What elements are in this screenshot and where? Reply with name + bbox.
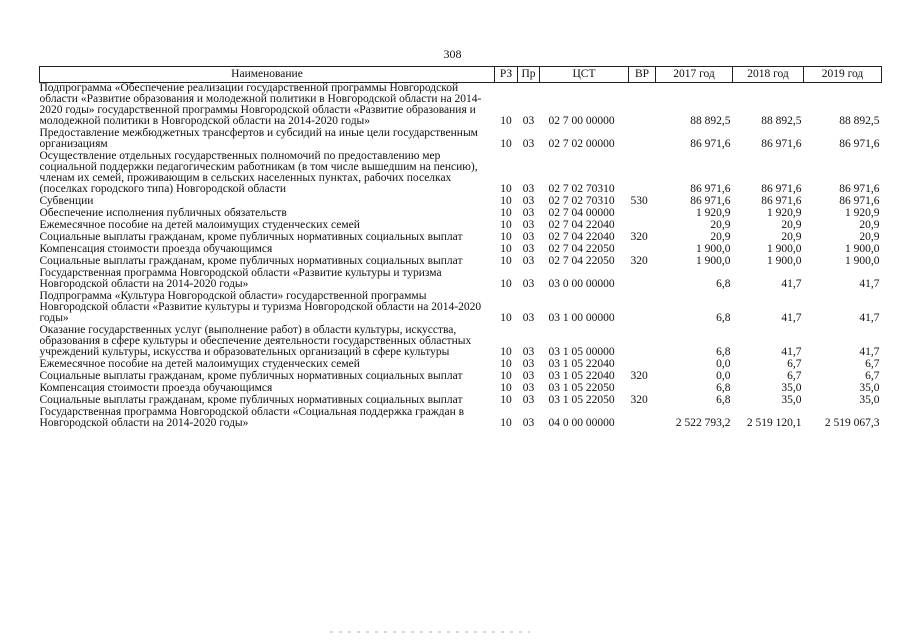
cell-vr: [629, 407, 656, 430]
cell-name: Обеспечение исполнения публичных обязательств: [39, 207, 287, 219]
cell-y2018: 35,0: [781, 382, 802, 394]
cell-y2018: 20,9: [781, 219, 802, 231]
cell-y2017: 20,9: [710, 219, 731, 231]
cell-y2019: 20,9: [859, 219, 880, 231]
cell-vr: [629, 268, 656, 291]
cell-y2017: 86 971,6: [690, 183, 731, 195]
cell-pr: 03: [522, 219, 535, 231]
cell-pr: 03: [522, 312, 535, 324]
cell-y2019: 2 519 067,3: [824, 417, 880, 429]
cell-y2019: 35,0: [859, 382, 880, 394]
cell-vr: [629, 291, 656, 325]
cell-vr: [629, 208, 656, 220]
cell-rz: 10: [500, 417, 512, 429]
cell-y2019: 86 971,6: [839, 195, 880, 207]
table-row: [40, 407, 882, 430]
cell-pr: 03: [522, 394, 535, 406]
cell-y2017: 0,0: [716, 370, 731, 382]
cell-rz: 10: [500, 255, 512, 267]
cell-rz: 10: [500, 231, 512, 243]
cell-vr: 320: [630, 394, 648, 406]
cell-y2018: 41,7: [781, 278, 802, 290]
cell-y2017: 6,8: [716, 278, 731, 290]
cell-y2018: 20,9: [781, 231, 802, 243]
cell-name: Субвенции: [39, 195, 94, 207]
cell-y2018: 1 900,0: [767, 255, 802, 267]
header-vr: ВР: [629, 67, 656, 83]
cell-y2017: 6,8: [716, 346, 731, 358]
cell-vr: [629, 128, 656, 151]
cell-y2019: 1 900,0: [845, 255, 880, 267]
header-pr: Пр: [518, 67, 540, 83]
cell-rz: 10: [500, 138, 512, 150]
cell-y2018: 86 971,6: [761, 195, 802, 207]
cell-pr: 03: [522, 138, 535, 150]
header-2019: 2019 год: [804, 67, 882, 83]
cell-vr: 530: [630, 195, 648, 207]
cell-y2017: 86 971,6: [690, 195, 731, 207]
cell-cst: 02 7 02 00000: [548, 138, 615, 150]
cell-name: Компенсация стоимости проезда обучающимся: [39, 243, 273, 255]
cell-y2017: 6,8: [716, 312, 731, 324]
cell-y2017: 6,8: [716, 394, 731, 406]
cell-name: Осуществление отдельных государственных полномочий по предоставлению мер социальной поддержки педагогическим работникам (в том числе вышедшим на пенсию), членам их семей, проживающим в сельских населенных пунктах, рабочих поселках (поселках городского типа) Новгородской области: [39, 150, 478, 195]
cell-vr: 320: [630, 255, 648, 267]
cell-y2017: 2 522 793,2: [675, 417, 731, 429]
cell-name: Подпрограмма «Обеспечение реализации государственной программы Новгородской области «Развитие образования и молодежной политики в Новгородской области на 2014-2020 годы» государственной программы Новгородской области «Развитие образования и молодежной политики в Новгородской области на 2014-2020 годы»: [39, 82, 482, 127]
cell-cst: 02 7 00 00000: [548, 115, 615, 127]
cell-y2019: 88 892,5: [839, 115, 880, 127]
cell-cst: 02 7 04 00000: [548, 207, 615, 219]
cell-pr: 03: [522, 278, 535, 290]
cell-name: Социальные выплаты гражданам, кроме публичных нормативных социальных выплат: [39, 370, 463, 382]
cell-y2019: 35,0: [859, 394, 880, 406]
page-number: 308: [443, 47, 462, 61]
cell-y2018: 2 519 120,1: [746, 417, 802, 429]
cell-cst: 03 1 05 22050: [548, 394, 615, 406]
header-2017: 2017 год: [656, 67, 733, 83]
cell-rz: 10: [500, 195, 512, 207]
cell-y2018: 35,0: [781, 394, 802, 406]
cell-rz: 10: [500, 278, 512, 290]
cell-y2017: 0,0: [716, 358, 731, 370]
table-row: [40, 151, 882, 196]
cell-cst: 02 7 04 22050: [548, 255, 615, 267]
cell-y2019: 1 920,9: [845, 207, 880, 219]
cell-y2019: 86 971,6: [839, 138, 880, 150]
cell-y2019: 6,7: [865, 358, 880, 370]
cell-name: Компенсация стоимости проезда обучающимся: [39, 382, 273, 394]
cell-y2019: 86 971,6: [839, 183, 880, 195]
cell-name: Оказание государственных услуг (выполнение работ) в области культуры, искусства, образования в сфере культуры и обеспечение деятельности государственных областных учреждений культуры, искусства и образовательных организаций в сфере культуры: [39, 324, 472, 358]
cell-name: Социальные выплаты гражданам, кроме публичных нормативных социальных выплат: [39, 231, 463, 243]
header-cst: ЦСТ: [540, 67, 629, 83]
cell-cst: 03 1 05 00000: [548, 346, 615, 358]
cell-pr: 03: [522, 417, 535, 429]
cell-rz: 10: [500, 394, 512, 406]
cell-vr: [629, 325, 656, 359]
cell-y2017: 20,9: [710, 231, 731, 243]
header-rz: РЗ: [495, 67, 518, 83]
cell-vr: [629, 151, 656, 196]
cell-y2018: 41,7: [781, 312, 802, 324]
cell-y2019: 20,9: [859, 231, 880, 243]
table-body: [40, 83, 882, 431]
header-2018: 2018 год: [733, 67, 804, 83]
cell-y2018: 1 900,0: [767, 243, 802, 255]
cell-pr: 03: [522, 255, 535, 267]
cell-rz: 10: [500, 183, 512, 195]
cell-rz: 10: [500, 243, 512, 255]
table-row: [40, 268, 882, 291]
cell-pr: 03: [522, 195, 535, 207]
cell-rz: 10: [500, 115, 512, 127]
cell-name: Государственная программа Новгородской области «Социальная поддержка граждан в Новгородской области на 2014-2020 годы»: [39, 406, 465, 429]
cell-y2019: 41,7: [859, 312, 880, 324]
cell-rz: 10: [500, 358, 512, 370]
cell-name: Подпрограмма «Культура Новгородской области» государственной программы Новгородской области «Развитие культуры и туризма Новгородской области на 2014-2020 годы»: [39, 290, 482, 324]
cell-y2019: 41,7: [859, 278, 880, 290]
cell-y2017: 6,8: [716, 382, 731, 394]
table-row: [40, 83, 882, 129]
cell-pr: 03: [522, 243, 535, 255]
cell-y2018: 86 971,6: [761, 138, 802, 150]
cell-cst: 02 7 04 22040: [548, 231, 615, 243]
cell-y2017: 88 892,5: [690, 115, 731, 127]
cell-name: Социальные выплаты гражданам, кроме публичных нормативных социальных выплат: [39, 394, 463, 406]
cell-y2018: 1 920,9: [767, 207, 802, 219]
cell-cst: 03 1 05 22040: [548, 358, 615, 370]
cell-rz: 10: [500, 382, 512, 394]
cell-pr: 03: [522, 115, 535, 127]
cell-pr: 03: [522, 207, 535, 219]
cell-y2018: 88 892,5: [761, 115, 802, 127]
table-row: [40, 128, 882, 151]
cell-y2018: 6,7: [787, 370, 802, 382]
cell-pr: 03: [522, 382, 535, 394]
cell-y2019: 41,7: [859, 346, 880, 358]
cell-pr: 03: [522, 370, 535, 382]
cell-rz: 10: [500, 346, 512, 358]
cell-y2017: 1 920,9: [696, 207, 731, 219]
cell-rz: 10: [500, 219, 512, 231]
cell-vr: 320: [630, 231, 648, 243]
cell-pr: 03: [522, 183, 535, 195]
cell-y2017: 1 900,0: [696, 255, 731, 267]
cell-name: Социальные выплаты гражданам, кроме публичных нормативных социальных выплат: [39, 255, 463, 267]
cell-cst: 02 7 04 22040: [548, 219, 615, 231]
cell-name: Государственная программа Новгородской области «Развитие культуры и туризма Новгородской области на 2014-2020 годы»: [39, 267, 442, 290]
cell-y2017: 1 900,0: [696, 243, 731, 255]
cell-name: Предоставление межбюджетных трансфертов и субсидий на иные цели государственным организациям: [39, 127, 478, 150]
cell-vr: [629, 83, 656, 129]
cell-cst: 03 1 05 22050: [548, 382, 615, 394]
cell-y2018: 86 971,6: [761, 183, 802, 195]
cell-y2019: 6,7: [865, 370, 880, 382]
cell-pr: 03: [522, 358, 535, 370]
table-header: [40, 67, 882, 83]
cell-cst: 04 0 00 00000: [548, 417, 615, 429]
cell-cst: 02 7 02 70310: [548, 183, 615, 195]
cell-y2018: 6,7: [787, 358, 802, 370]
budget-table: [39, 66, 882, 430]
cell-cst: 02 7 04 22050: [548, 243, 615, 255]
cell-pr: 03: [522, 231, 535, 243]
table-row: [40, 325, 882, 359]
scan-artifact: [330, 631, 530, 633]
cell-vr: 320: [630, 370, 648, 382]
cell-cst: 03 1 05 22040: [548, 370, 615, 382]
cell-rz: 10: [500, 312, 512, 324]
table-row: [40, 291, 882, 325]
cell-rz: 10: [500, 207, 512, 219]
cell-name: Ежемесячное пособие на детей малоимущих студенческих семей: [39, 358, 360, 370]
cell-y2018: 41,7: [781, 346, 802, 358]
cell-y2019: 1 900,0: [845, 243, 880, 255]
cell-rz: 10: [500, 370, 512, 382]
cell-cst: 03 0 00 00000: [548, 278, 615, 290]
cell-y2017: 86 971,6: [690, 138, 731, 150]
cell-pr: 03: [522, 346, 535, 358]
cell-cst: 03 1 00 00000: [548, 312, 615, 324]
header-name: Наименование: [40, 67, 495, 83]
cell-cst: 02 7 02 70310: [548, 195, 615, 207]
cell-name: Ежемесячное пособие на детей малоимущих студенческих семей: [39, 219, 360, 231]
